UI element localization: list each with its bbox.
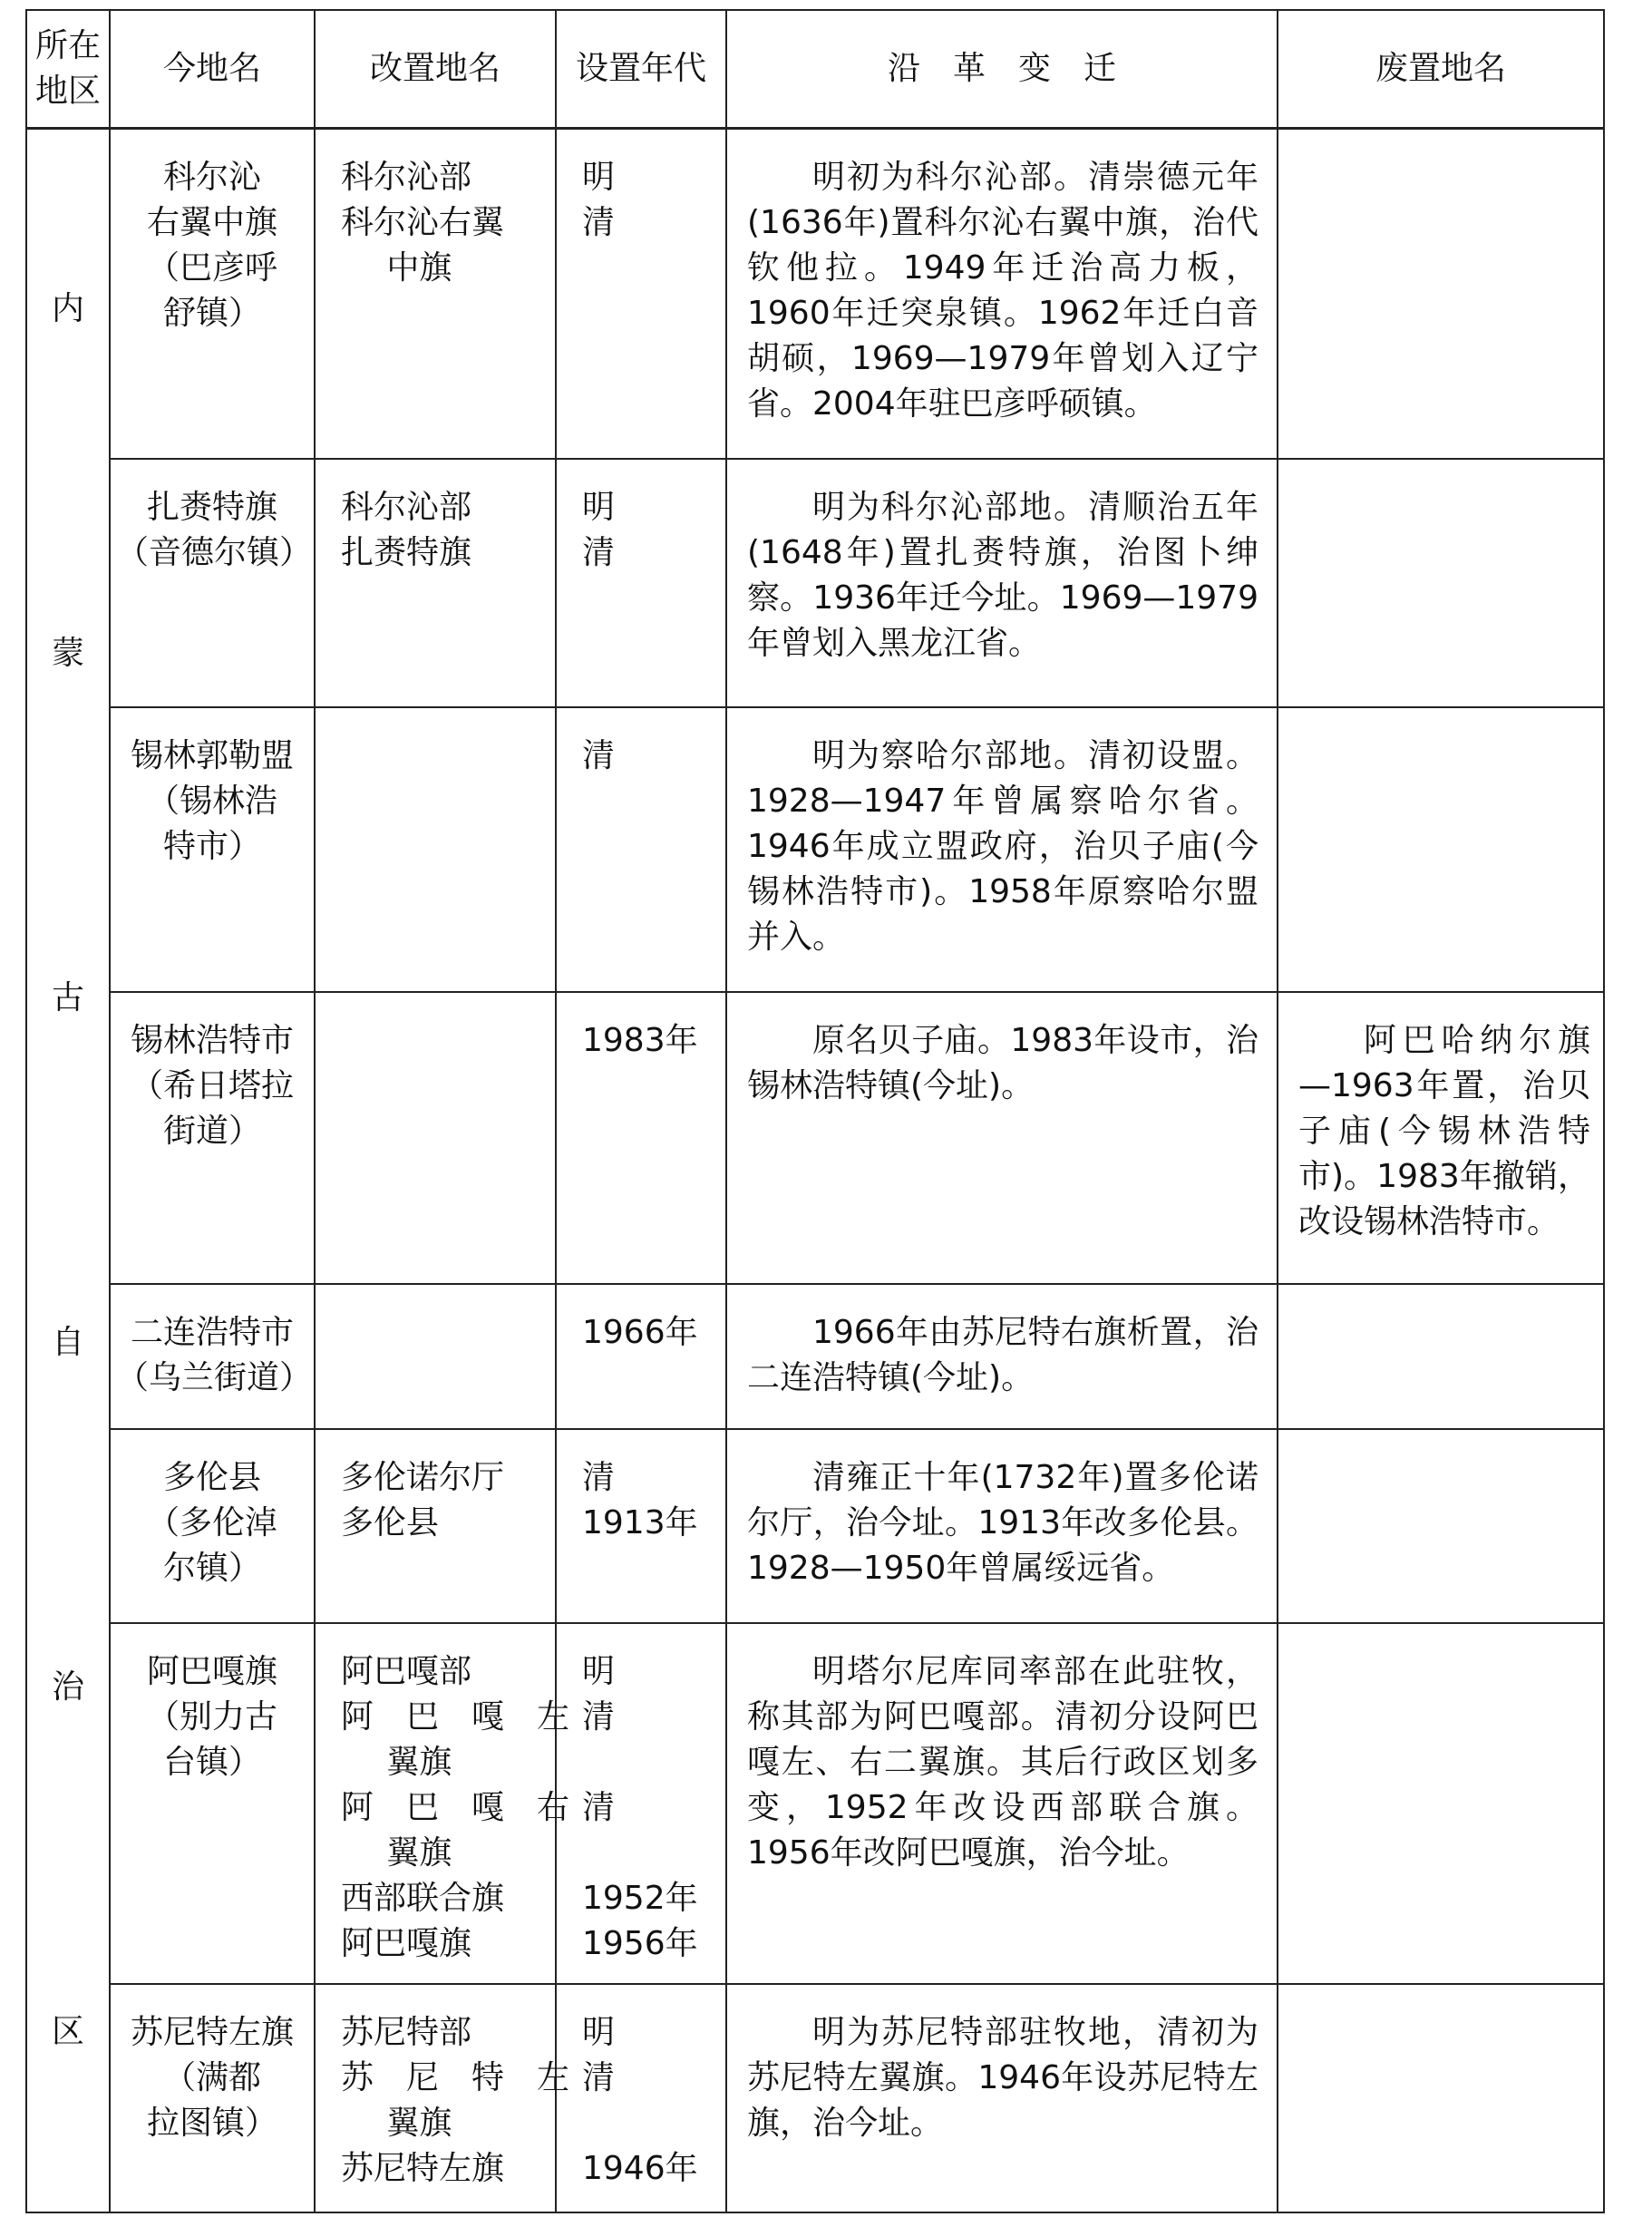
history-cell: 原名贝子庙。1983年设市，治锡林浩特镇(今址)。	[726, 992, 1278, 1284]
history-cell: 明初为科尔沁部。清崇德元年(1636年)置科尔沁右翼中旗，治代钦他拉。1949年迁治高力板，1960年迁突泉镇。1962年迁白音胡硕，1969—1979年曾划入辽宁省。2004年驻巴彦呼硕镇。	[726, 129, 1278, 459]
table-row	[26, 459, 1604, 707]
gazetteer-page	[25, 9, 1603, 2213]
table-row	[26, 1284, 1604, 1429]
abolished-cell: 阿巴哈纳尔旗—1963年置，治贝子庙(今锡林浩特市)。1983年撤销，改设锡林浩特市。	[1278, 992, 1604, 1284]
header-abolished: 废置地名	[1278, 10, 1604, 129]
current-name-cell: 扎赉特旗 （音德尔镇）	[110, 459, 315, 707]
table-row	[26, 707, 1604, 992]
old-name-cell	[315, 707, 556, 992]
abolished-cell	[1278, 707, 1604, 992]
current-name-cell: 锡林浩特市 （希日塔拉 街道）	[110, 992, 315, 1284]
abolished-cell	[1278, 129, 1604, 459]
history-cell: 明为察哈尔部地。清初设盟。1928—1947年曾属察哈尔省。1946年成立盟政府，治贝子庙(今锡林浩特市)。1958年原察哈尔盟并入。	[726, 707, 1278, 992]
header-established: 设置年代	[556, 10, 726, 129]
abolished-cell	[1278, 1984, 1604, 2212]
old-name-cell: 苏尼特部 苏 尼 特 左 翼旗 苏尼特左旗	[315, 1984, 556, 2212]
abolished-cell	[1278, 1429, 1604, 1623]
history-cell: 明为科尔沁部地。清顺治五年(1648年)置扎赉特旗，治图卜绅察。1936年迁今址。1969—1979年曾划入黑龙江省。	[726, 459, 1278, 707]
old-name-cell: 科尔沁部 科尔沁右翼 中旗	[315, 129, 556, 459]
table-row	[26, 992, 1604, 1284]
established-cell: 明 清 清 1952年 1956年	[556, 1623, 726, 1984]
abolished-cell	[1278, 1284, 1604, 1429]
current-name-cell: 二连浩特市 （乌兰街道）	[110, 1284, 315, 1429]
region-label: 内 蒙 古 自 治 区	[51, 289, 84, 2050]
table-row	[26, 1429, 1604, 1623]
current-name-cell: 多伦县 （多伦淖 尔镇）	[110, 1429, 315, 1623]
old-name-cell	[315, 1284, 556, 1429]
header-current-name: 今地名	[110, 10, 315, 129]
abolished-cell	[1278, 459, 1604, 707]
established-cell: 明 清 1946年	[556, 1984, 726, 2212]
established-cell: 清	[556, 707, 726, 992]
table-row	[26, 1984, 1604, 2212]
old-name-cell: 科尔沁部 扎赉特旗	[315, 459, 556, 707]
table-row	[26, 129, 1604, 459]
current-name-cell: 锡林郭勒盟 （锡林浩 特市）	[110, 707, 315, 992]
region-cell	[26, 129, 110, 2212]
gazetteer-table	[25, 9, 1605, 2213]
current-name-cell: 科尔沁 右翼中旗 （巴彦呼 舒镇）	[110, 129, 315, 459]
history-cell: 明为苏尼特部驻牧地，清初为苏尼特左翼旗。1946年设苏尼特左旗，治今址。	[726, 1984, 1278, 2212]
current-name-cell: 阿巴嘎旗 （别力古 台镇）	[110, 1623, 315, 1984]
history-cell: 1966年由苏尼特右旗析置，治二连浩特镇(今址)。	[726, 1284, 1278, 1429]
header-row	[26, 10, 1604, 129]
header-history: 沿 革 变 迁	[726, 10, 1278, 129]
table-row	[26, 1623, 1604, 1984]
history-cell: 清雍正十年(1732年)置多伦诺尔厅，治今址。1913年改多伦县。1928—1950年曾属绥远省。	[726, 1429, 1278, 1623]
old-name-cell: 多伦诺尔厅 多伦县	[315, 1429, 556, 1623]
established-cell: 1966年	[556, 1284, 726, 1429]
established-cell: 清 1913年	[556, 1429, 726, 1623]
abolished-cell	[1278, 1623, 1604, 1984]
established-cell: 1983年	[556, 992, 726, 1284]
old-name-cell	[315, 992, 556, 1284]
established-cell: 明 清	[556, 459, 726, 707]
header-region: 所在 地区	[26, 10, 110, 129]
header-old-name: 改置地名	[315, 10, 556, 129]
established-cell: 明 清	[556, 129, 726, 459]
history-cell: 明塔尔尼库同率部在此驻牧，称其部为阿巴嘎部。清初分设阿巴嘎左、右二翼旗。其后行政区划多变，1952年改设西部联合旗。1956年改阿巴嘎旗，治今址。	[726, 1623, 1278, 1984]
current-name-cell: 苏尼特左旗 （满都 拉图镇）	[110, 1984, 315, 2212]
old-name-cell: 阿巴嘎部 阿 巴 嘎 左 翼旗 阿 巴 嘎 右 翼旗 西部联合旗 阿巴嘎旗	[315, 1623, 556, 1984]
